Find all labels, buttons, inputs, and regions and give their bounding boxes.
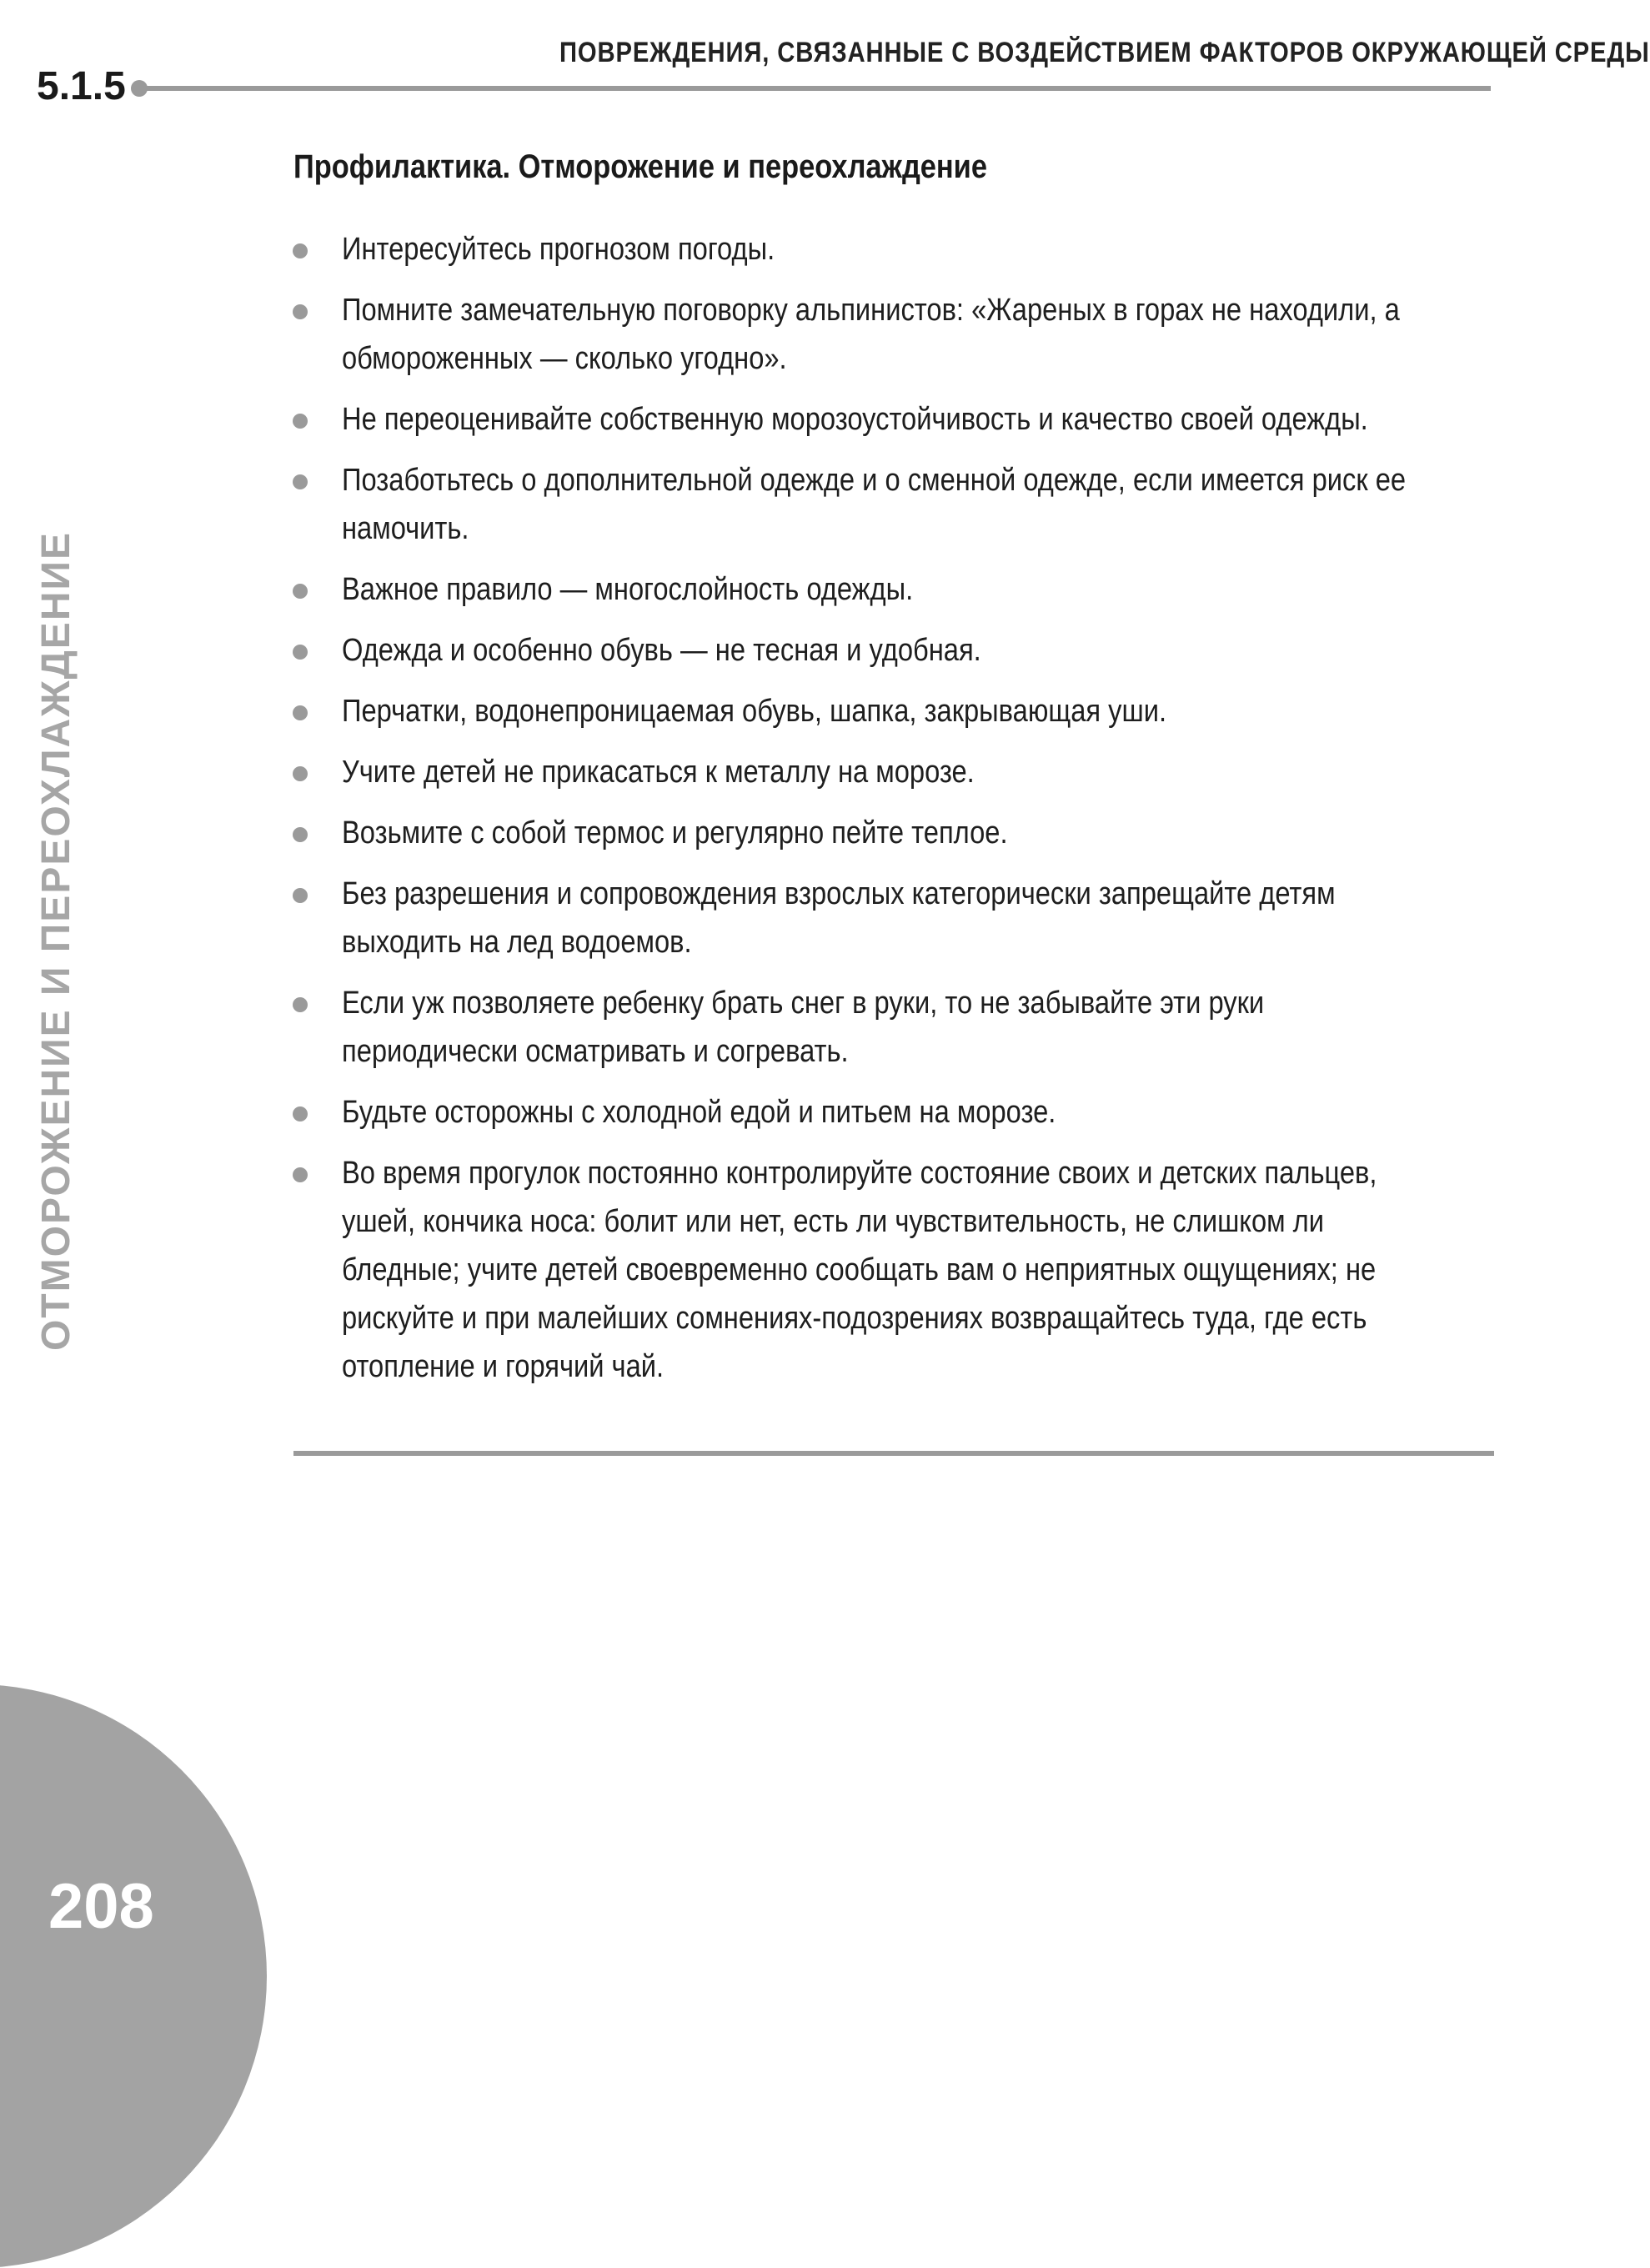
tip-text: Если уж позволяете ребенку брать снег в руки, то не забывайте эти руки периодически осматривать и согревать. [342, 986, 1265, 1069]
bullet-icon [293, 414, 308, 429]
tip-text: Перчатки, водонепроницаемая обувь, шапка, закрывающая уши. [342, 694, 1167, 729]
tip-text: Не переоценивайте собственную морозоустойчивость и качество своей одежды. [342, 402, 1368, 437]
side-chapter-label: ОТМОРОЖЕНИЕ И ПЕРЕОХЛАЖДЕНИЕ [34, 531, 78, 1351]
list-item [0, 809, 1503, 857]
bullet-icon [293, 645, 308, 660]
tip-text: Помните замечательную поговорку альпинистов: «Жареных в горах не находили, а обмороженных — сколько угодно». [342, 293, 1400, 376]
bullet-icon [293, 584, 308, 599]
list-item [0, 687, 1503, 735]
section-heading: Профилактика. Отморожение и переохлаждение [293, 148, 987, 185]
list-item [0, 1088, 1503, 1137]
tip-text: Важное правило — многослойность одежды. [342, 572, 914, 607]
list-item [0, 748, 1503, 796]
tip-text: Будьте осторожны с холодной едой и питьем на морозе. [342, 1095, 1056, 1130]
list-item [0, 286, 1503, 383]
footer-rule [293, 1451, 1494, 1456]
list-item [0, 870, 1503, 966]
bullet-icon [293, 888, 308, 903]
list-item [0, 1149, 1503, 1391]
list-item [0, 225, 1503, 273]
tip-text: Учите детей не прикасаться к металлу на морозе. [342, 755, 975, 790]
page-corner-tab [0, 1684, 267, 2268]
chapter-title: ПОВРЕЖДЕНИЯ, СВЯЗАННЫЕ С ВОЗДЕЙСТВИЕМ ФАКТОРОВ ОКРУЖАЮЩЕЙ СРЕДЫ [559, 37, 1650, 68]
bullet-icon [293, 243, 308, 258]
tips-list [0, 225, 1503, 1403]
tip-text: Во время прогулок постоянно контролируйте состояние своих и детских пальцев, ушей, кончика носа: болит или нет, есть ли чувствительность, не слишком ли бледные; учите детей своевременно сообщать вам о неприятных ощущениях; не рискуйте и при малейших сомнениях-подозрениях возвращайтесь туда, где есть отопление и горячий чай. [342, 1156, 1377, 1384]
list-item [0, 626, 1503, 675]
bullet-icon [293, 766, 308, 781]
tip-text: Возьмите с собой термос и регулярно пейте теплое. [342, 815, 1008, 850]
list-item [0, 979, 1503, 1076]
list-item [0, 456, 1503, 553]
bullet-icon [293, 304, 308, 319]
tip-text: Без разрешения и сопровождения взрослых категорически запрещайте детям выходить на лед водоемов. [342, 876, 1336, 960]
tip-text: Интересуйтесь прогнозом погоды. [342, 232, 775, 267]
bullet-icon [293, 1167, 308, 1182]
bullet-icon [293, 997, 308, 1012]
bullet-icon [293, 827, 308, 842]
tip-text: Позаботьтесь о дополнительной одежде и о сменной одежде, если имеется риск ее намочить. [342, 463, 1407, 546]
section-number: 5.1.5 [37, 64, 126, 108]
page-number: 208 [48, 1871, 154, 1942]
bullet-icon [293, 705, 308, 720]
bullet-icon [293, 1106, 308, 1121]
bullet-icon [293, 474, 308, 489]
list-item [0, 395, 1503, 444]
list-item [0, 565, 1503, 614]
header-rule [140, 86, 1491, 91]
tip-text: Одежда и особенно обувь — не тесная и удобная. [342, 633, 981, 668]
